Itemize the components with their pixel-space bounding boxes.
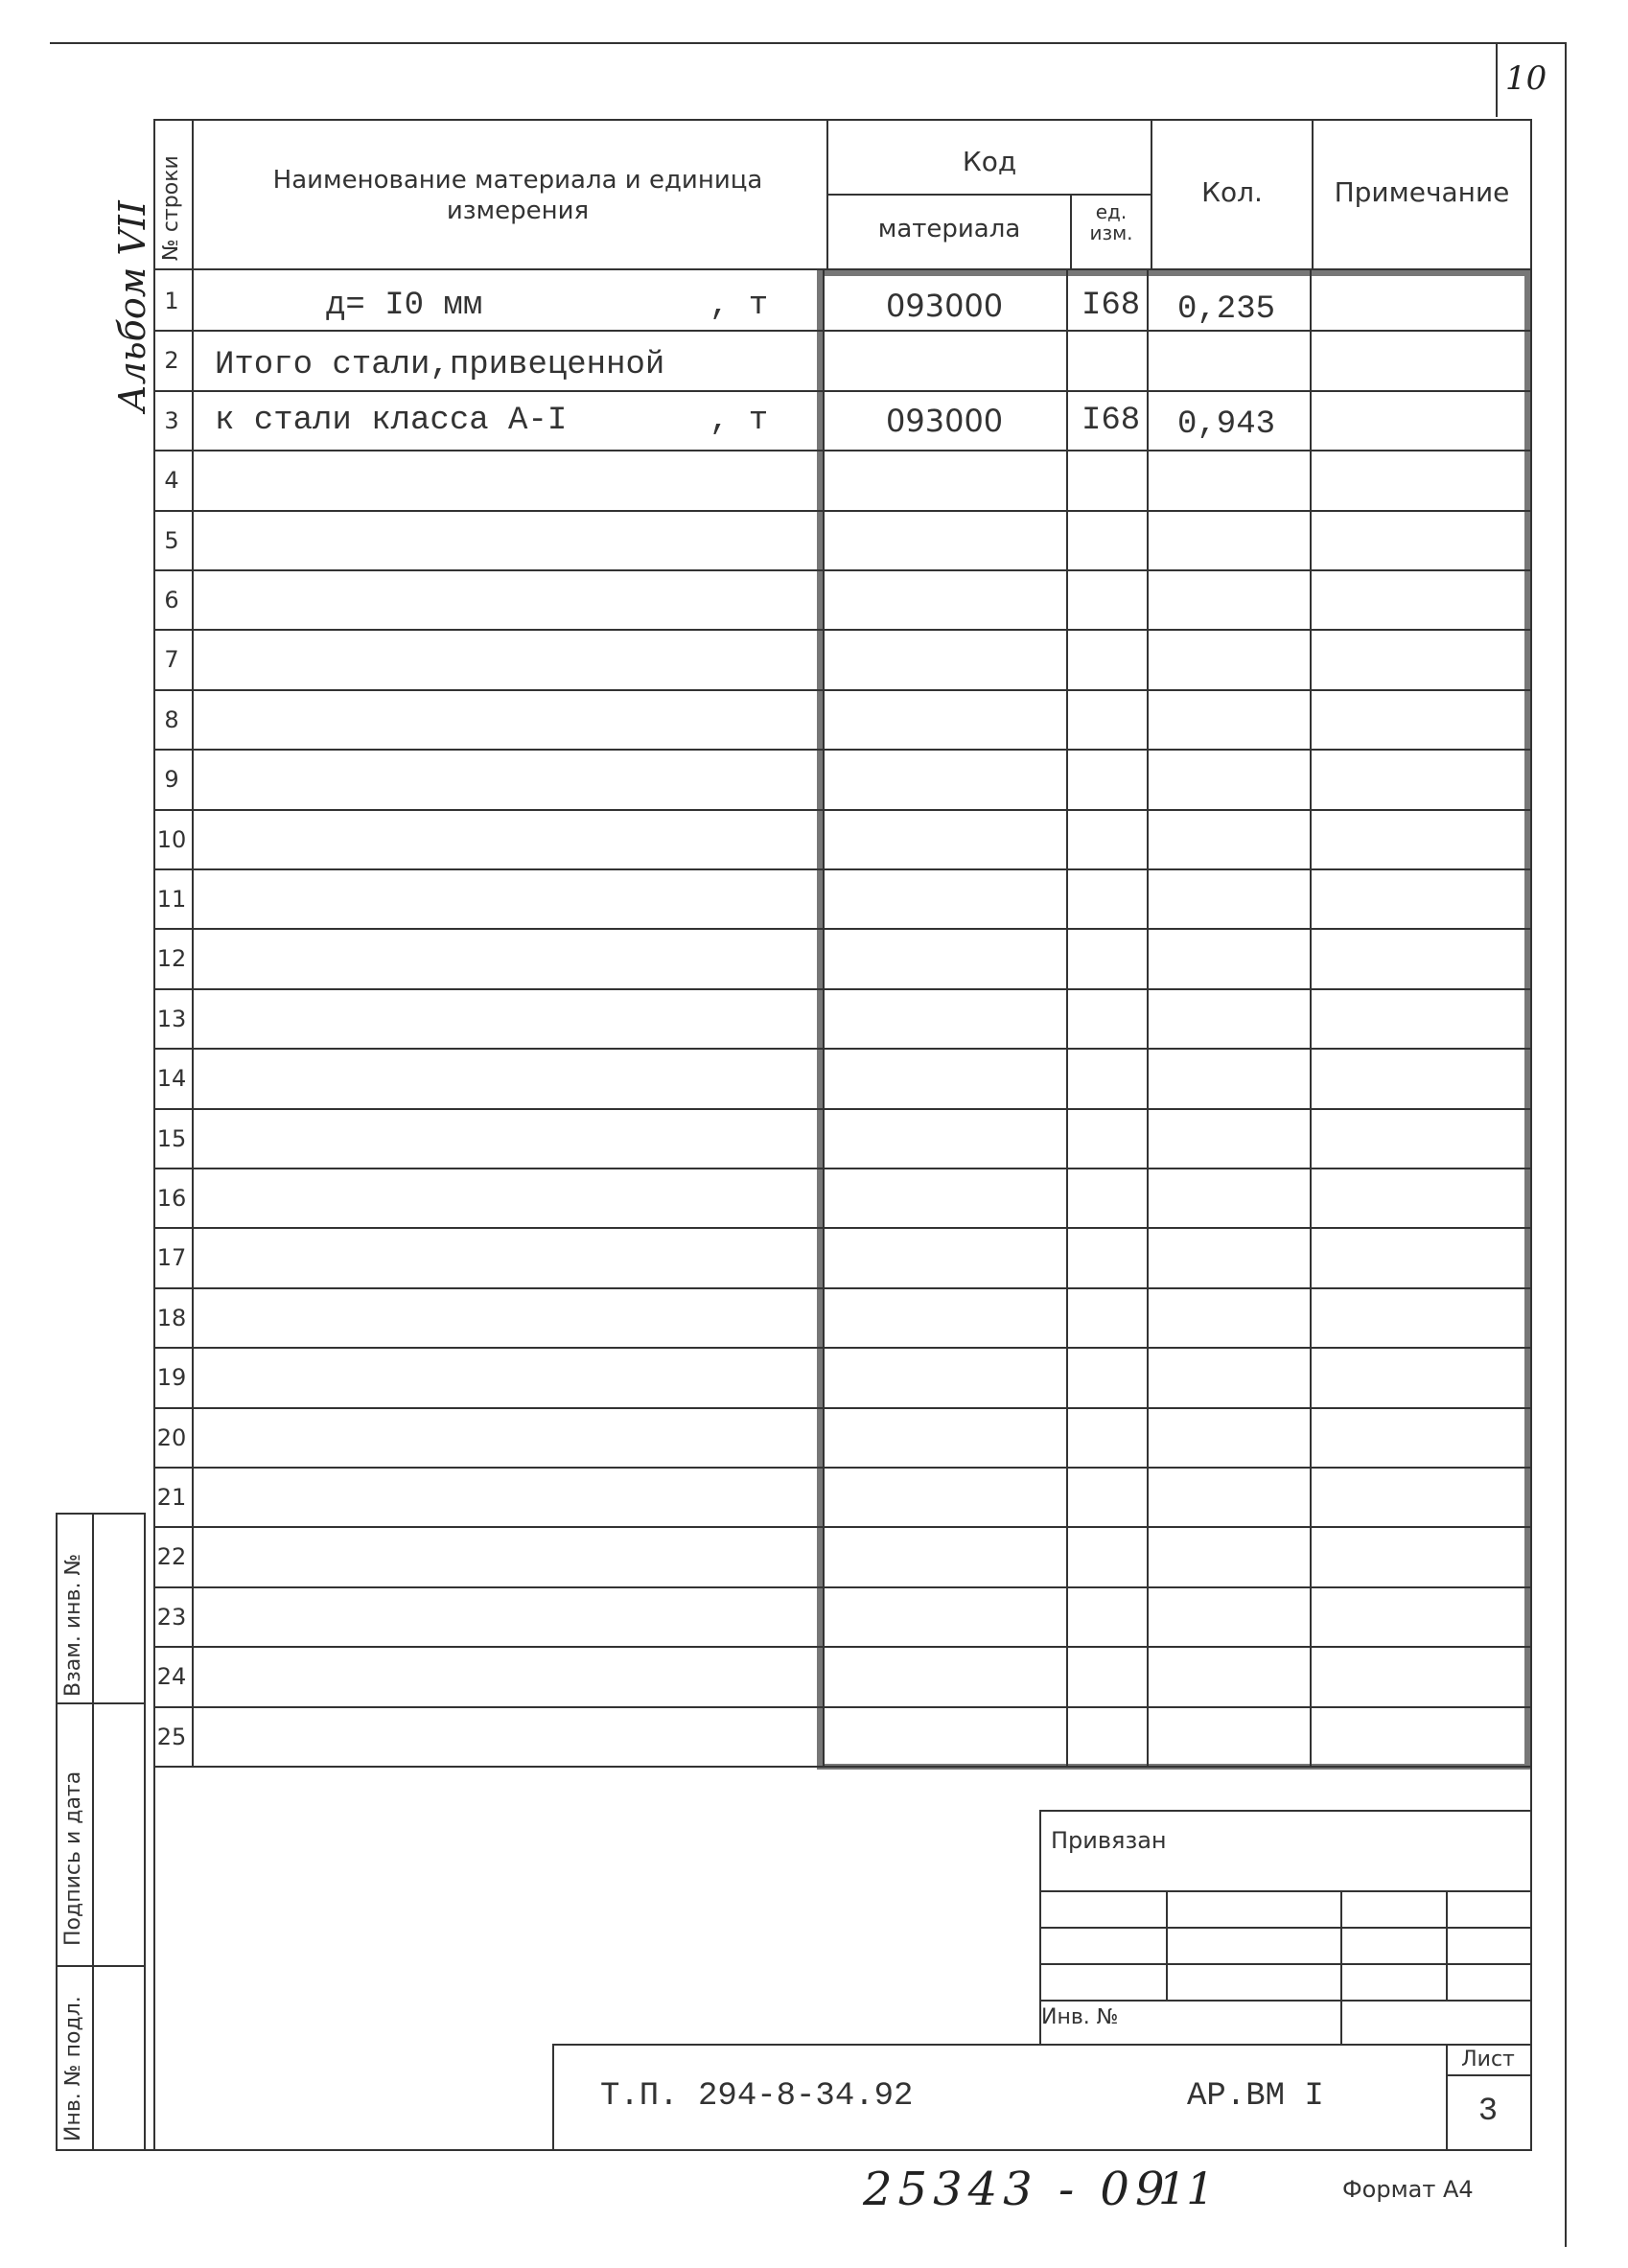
row-line	[155, 1766, 1530, 1768]
col-name	[823, 270, 825, 1766]
hdr-code-unit-label	[1072, 201, 1151, 243]
row1-unit-code: I68	[1081, 288, 1141, 324]
row-line	[155, 510, 1530, 512]
row-number: 23	[156, 1604, 187, 1631]
row-number: 14	[156, 1065, 187, 1092]
row-line	[155, 450, 1530, 451]
row-line	[155, 1287, 1530, 1289]
row-line	[155, 1108, 1530, 1110]
hdr-qty-label: Кол.	[1201, 176, 1263, 208]
hdr-name-text: Наименование материала и единица измерения	[272, 166, 763, 225]
privyazan-label: Привязан	[1051, 1827, 1167, 1854]
hdr-code-material-label: материала	[877, 215, 1021, 243]
page-number: 10	[1505, 59, 1547, 98]
row-line	[155, 1407, 1530, 1409]
hdr-code-label: Код	[962, 146, 1017, 177]
row-number: 21	[156, 1484, 187, 1511]
row-line	[155, 1467, 1530, 1469]
row-number: 20	[156, 1424, 187, 1451]
row-line	[155, 988, 1530, 990]
row-number: 5	[164, 527, 179, 554]
frame-bottom	[56, 2149, 1532, 2151]
page-number-box-right	[1565, 42, 1567, 2247]
row-number: 17	[156, 1244, 187, 1271]
sheet-value: 3	[1477, 2094, 1499, 2130]
top-border	[50, 42, 1567, 44]
row-number: 7	[164, 646, 179, 673]
stamp-inv-podl: Инв. № подл.	[61, 1996, 85, 2141]
stamp-sep-2	[56, 1965, 146, 1967]
page-number-box-left	[1496, 42, 1498, 117]
hdr-note-label: Примечание	[1334, 176, 1510, 208]
row3-unit: , т	[709, 403, 769, 439]
stamp-vzam: Взам. инв. №	[61, 1553, 85, 1697]
album-label: Альбом VII	[111, 200, 153, 412]
inv-no-label: Инв. №	[1041, 2005, 1119, 2029]
row-line	[155, 390, 1530, 392]
row-line	[155, 1706, 1530, 1708]
row-line	[155, 809, 1530, 811]
row-number: 10	[156, 826, 187, 853]
row1-unit: , т	[709, 288, 769, 324]
row-number: 1	[164, 288, 179, 314]
stamp-inner-left	[92, 1513, 94, 2149]
row-number: 15	[156, 1125, 187, 1152]
handwritten-sheet: 11	[1158, 2163, 1215, 2214]
row-line	[155, 749, 1530, 751]
priv-col-2	[1340, 1890, 1342, 2046]
stamp-sep-1	[56, 1702, 146, 1704]
hdr-col-rowno	[192, 119, 194, 1768]
row-line	[155, 1526, 1530, 1528]
priv-col-1	[1166, 1890, 1168, 2000]
priv-line-3	[1039, 1963, 1530, 1965]
row-line	[155, 689, 1530, 691]
col-note	[1310, 270, 1312, 1766]
row-line	[155, 1586, 1530, 1588]
priv-line-1	[1039, 1890, 1530, 1892]
hdr-code-split	[826, 194, 1151, 196]
row-number: 11	[156, 886, 187, 913]
table-top	[155, 119, 1530, 121]
doc-code: Т.П. 294-8-34.92	[600, 2078, 914, 2115]
title-sheet-split	[1446, 2074, 1530, 2076]
stamp-podpis: Подпись и дата	[61, 1770, 85, 1946]
row-number: 16	[156, 1185, 187, 1212]
title-top	[552, 2044, 1530, 2046]
hdr-rowno-label: № строки	[159, 155, 183, 261]
stamp-right	[144, 1513, 146, 2149]
row-line	[155, 1227, 1530, 1229]
row-line	[155, 569, 1530, 571]
row-number: 9	[164, 766, 179, 793]
priv-top	[1039, 1810, 1530, 1812]
row-line	[155, 1347, 1530, 1349]
row-number: 2	[164, 347, 179, 374]
row-number: 6	[164, 587, 179, 613]
row-line	[155, 1048, 1530, 1050]
row-number: 25	[156, 1724, 187, 1750]
row-number: 4	[164, 467, 179, 494]
body-thick-frame	[817, 270, 1530, 1770]
row-number: 12	[156, 945, 187, 972]
row-line	[155, 928, 1530, 930]
priv-col-3	[1446, 1890, 1448, 2000]
col-qty	[1147, 270, 1149, 1766]
row-line	[155, 1168, 1530, 1169]
priv-line-4	[1039, 2000, 1530, 2002]
row1-name: д= I0 мм	[326, 288, 483, 324]
sheet-label: Лист	[1461, 2048, 1515, 2071]
row2-name: Итого стали,привеценной	[215, 347, 665, 383]
row1-code: 093000	[886, 288, 1004, 324]
priv-line-2	[1039, 1927, 1530, 1929]
row3-name: к стали класса А-I	[215, 403, 568, 439]
stamp-top	[56, 1513, 146, 1515]
table-right	[1530, 119, 1532, 2149]
handwritten-number: 25343 - 09	[863, 2163, 1171, 2216]
hdr-code-unit-text: ед. изм.	[1089, 200, 1133, 244]
row-number: 18	[156, 1305, 187, 1331]
row3-code: 093000	[886, 403, 1004, 439]
row-number: 13	[156, 1006, 187, 1032]
row1-qty: 0,235	[1177, 291, 1276, 328]
row-number: 22	[156, 1543, 187, 1570]
col-unitcode	[1066, 270, 1068, 1766]
row-line	[155, 330, 1530, 332]
row-line	[155, 868, 1530, 870]
row-number: 8	[164, 706, 179, 733]
row3-unit-code: I68	[1081, 403, 1141, 439]
format-label: Формат А4	[1342, 2176, 1474, 2203]
row-number: 3	[164, 407, 179, 434]
title-left	[552, 2044, 554, 2149]
row-line	[155, 629, 1530, 631]
row3-qty: 0,943	[1177, 406, 1276, 443]
row-number: 19	[156, 1364, 187, 1391]
doc-mark: АР.ВМ I	[1187, 2078, 1324, 2115]
hdr-name-label	[240, 165, 796, 226]
row-line	[155, 1646, 1530, 1648]
row-number: 24	[156, 1663, 187, 1690]
stamp-outer-left	[56, 1513, 58, 2149]
